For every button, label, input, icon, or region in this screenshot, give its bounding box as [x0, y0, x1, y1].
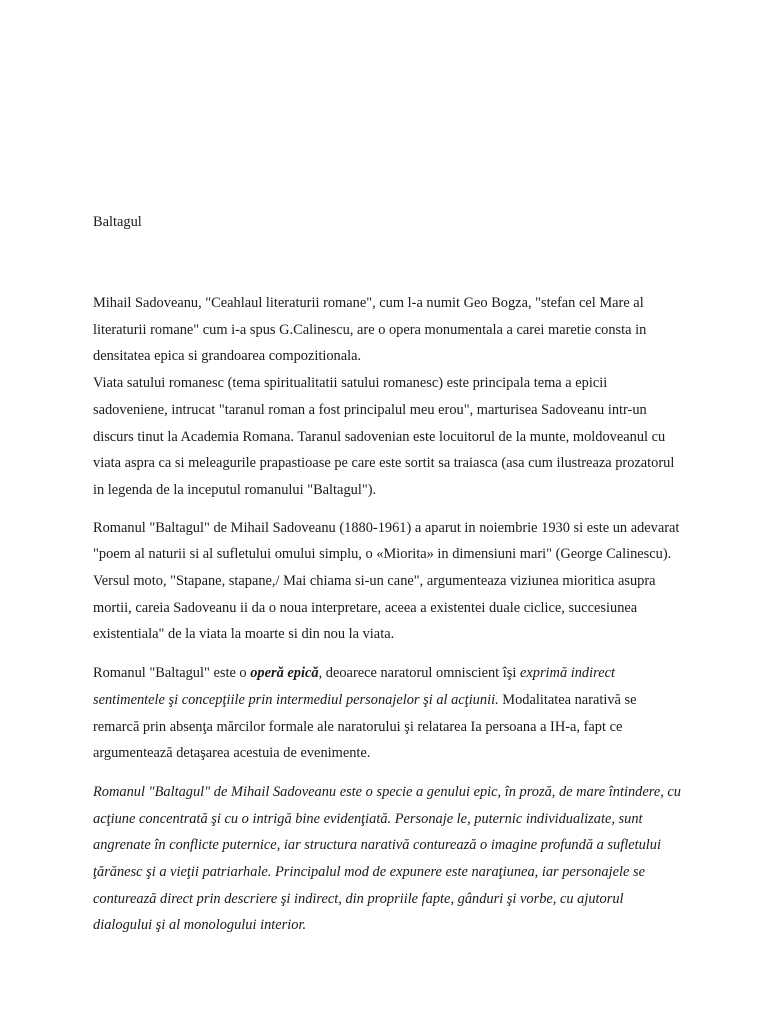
- paragraph-theme: Viata satului romanesc (tema spiritualitatii satului romanesc) este principala tema a epicii sadoveniene, intrucat "taranul roman a fost principalul meu erou", marturisea Sadoveanu intr-un discurs tinut la Academia Romana. Taranul sadovenian este locuitorul de la munte, moldoveanul cu viata aspra ca si meleagurile prapastioase pe care este sortit sa traiasca (asa cum ilustreaza prozatorul in legenda de la inceputul romanului "Baltagul").: [93, 375, 675, 498]
- paragraph-epic-work-emphasis: operă epică: [250, 665, 319, 682]
- paragraph-epic-work-part5: Modalitatea narativă se remarcă prin absenţa mărcilor formale ale naratorului şi relatarea Ia persoana a IH-a, fapt ce argumentează detaşarea acestuia de evenimente.: [93, 691, 637, 762]
- paragraph-epic-work-part3: , deoarece naratorul omniscient îşi: [318, 665, 520, 682]
- paragraph-epic-work-italic: exprimă indirect sentimentele şi concepţiile prin intermediul personajelor şi al acţiunii.: [93, 665, 615, 708]
- paragraph-epic-work-part1: Romanul "Baltagul" este o: [93, 665, 251, 682]
- document-title: Baltagul: [93, 214, 142, 230]
- document-page: [93, 212, 685, 939]
- paragraph-publication: Romanul "Baltagul" de Mihail Sadoveanu (1880-1961) a aparut in noiembrie 1930 si este un adevarat "poem al naturii si al sufletului omului simplu, o «Miorita» in dimensiuni mari" (George Calinescu). Versul moto, "Stapane, stapane,/ Mai chiama si-un cane", argumenteaza viziunea mioritica asupra mortii, careia Sadoveanu ii da o noua interpretare, aceea a existentei duale ciclice, succesiunea existentiala" de la viata la moarte si din nou la viata.: [93, 519, 680, 643]
- paragraph-intro: Mihail Sadoveanu, "Ceahlaul literaturii romane", cum l-a numit Geo Bogza, "stefan cel Mare al literaturii romane" cum i-a spus G.Calinescu, are o opera monumentala a carei maretie consta in densitatea epica si grandoarea compozitionala.: [93, 295, 647, 365]
- paragraph-species: Romanul "Baltagul" de Mihail Sadoveanu este o specie a genului epic, în proză, de mare întindere, cu acţiune concentrată şi cu o intrigă bine evidenţiată. Personaje le, puternic individualizate, sunt angrenate în conflicte puternice, iar structura narativă conturează o imagine profundă a sufletului ţărănesc şi a vieţii patriarhale. Principalul mod de expunere este naraţiunea, iar personajele se conturează direct prin descriere şi indirect, din propriile fapte, gânduri şi vorbe, cu ajutorul dialogului şi al monologului interior.: [93, 783, 681, 934]
- paragraph-epic-work: [93, 660, 685, 767]
